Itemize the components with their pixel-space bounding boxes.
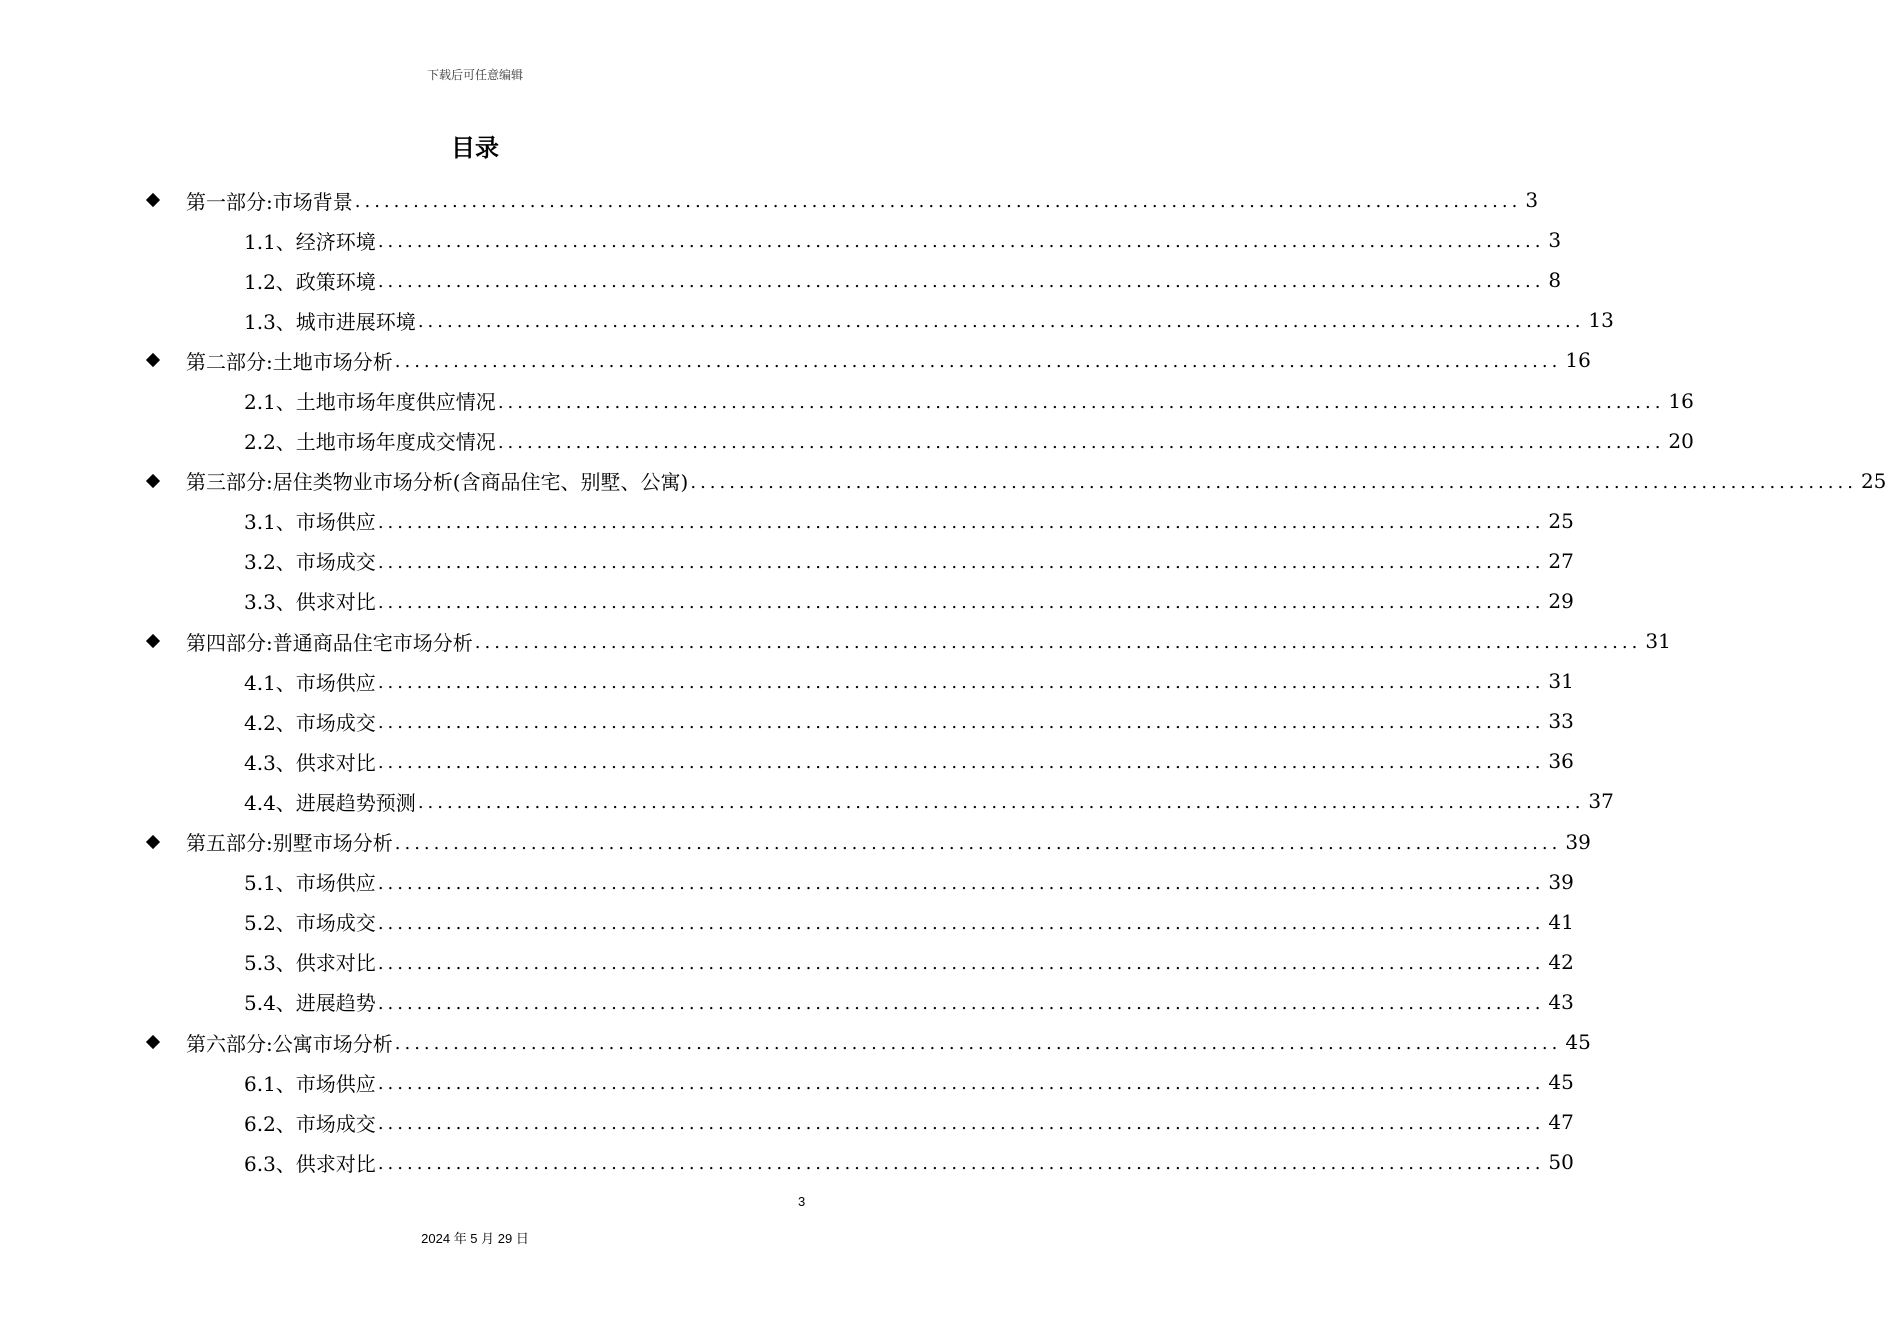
toc-entry[interactable]: [138, 1062, 1574, 1102]
toc-entry[interactable]: [138, 621, 1671, 661]
toc-entry-label: 4.2、市场成交: [244, 710, 376, 735]
page-title: 目录: [451, 133, 499, 162]
toc-entry-page: 37: [1588, 789, 1614, 814]
toc-entry[interactable]: [138, 902, 1574, 942]
toc-leader-dots: ........................................................................................................................: [394, 351, 1562, 373]
toc-entry-page: 8: [1548, 268, 1562, 293]
page-number: 3: [798, 1194, 806, 1209]
toc-entry-label: 第一部分:市场背景: [186, 189, 353, 214]
toc-entry[interactable]: [138, 661, 1574, 701]
toc-entry-page: 16: [1668, 388, 1694, 413]
toc-entry-label: 6.1、市场供应: [244, 1071, 376, 1096]
toc-entry-page: 13: [1588, 308, 1614, 333]
toc-entry-label: 1.3、城市进展环境: [244, 309, 416, 334]
page-header: 下载后可任意编辑: [426, 68, 523, 82]
toc-entry[interactable]: [138, 541, 1574, 581]
toc-entry-label: 3.2、市场成交: [244, 550, 376, 575]
toc-entry-label: 4.3、供求对比: [244, 750, 376, 775]
toc-entry-label: 6.2、市场成交: [244, 1111, 376, 1136]
toc-entry-page: 36: [1548, 749, 1574, 774]
toc-entry-label: 2.1、土地市场年度供应情况: [244, 390, 496, 415]
toc-leader-dots: ........................................................................................................................: [497, 431, 1665, 453]
diamond-bullet-icon: [145, 1034, 161, 1050]
toc-leader-dots: ........................................................................................................................: [417, 792, 1585, 814]
toc-leader-dots: ........................................................................................................................: [377, 672, 1545, 694]
toc-leader-dots: ........................................................................................................................: [377, 712, 1545, 734]
toc-entry-label: 第五部分:别墅市场分析: [186, 831, 393, 856]
toc-leader-dots: ........................................................................................................................: [377, 992, 1545, 1014]
toc-entry-label: 第二部分:土地市场分析: [186, 349, 393, 374]
toc-entry[interactable]: [138, 260, 1562, 300]
toc-leader-dots: ........................................................................................................................: [394, 832, 1562, 854]
toc-entry-label: 4.4、进展趋势预测: [244, 790, 416, 815]
toc-entry-page: 45: [1548, 1070, 1574, 1095]
toc-entry-page: 41: [1548, 909, 1574, 934]
toc-leader-dots: ........................................................................................................................: [377, 271, 1545, 293]
diamond-bullet-icon: [145, 473, 161, 489]
toc-leader-dots: ........................................................................................................................: [377, 1153, 1545, 1175]
toc-leader-dots: ........................................................................................................................: [377, 591, 1545, 613]
toc-leader-dots: ........................................................................................................................: [394, 1033, 1562, 1055]
toc-entry-page: 33: [1548, 709, 1574, 734]
toc-entry[interactable]: [138, 220, 1562, 260]
toc-entry-page: 31: [1645, 629, 1671, 654]
toc-leader-dots: ........................................................................................................................: [417, 311, 1585, 333]
toc-entry[interactable]: [138, 862, 1574, 902]
toc-entry[interactable]: [138, 461, 1886, 501]
toc-entry-label: 第六部分:公寓市场分析: [186, 1031, 393, 1056]
toc-entry[interactable]: [138, 781, 1614, 821]
toc-leader-dots: ........................................................................................................................: [377, 952, 1545, 974]
toc-entry-page: 25: [1860, 468, 1886, 493]
toc-entry-page: 3: [1525, 188, 1539, 213]
toc-entry-label: 5.4、进展趋势: [244, 991, 376, 1016]
toc-entry[interactable]: [138, 1022, 1591, 1062]
diamond-bullet-icon: [145, 633, 161, 649]
toc-entry-page: 50: [1548, 1150, 1574, 1175]
toc-leader-dots: ........................................................................................................................: [354, 191, 1522, 213]
toc-entry[interactable]: [138, 180, 1539, 220]
toc-entry[interactable]: [138, 701, 1574, 741]
toc-entry-label: 1.1、经济环境: [244, 229, 376, 254]
toc-entry-page: 47: [1548, 1110, 1574, 1135]
toc-entry-page: 3: [1548, 228, 1562, 253]
toc-entry[interactable]: [138, 1142, 1574, 1182]
toc-entry-page: 45: [1565, 1030, 1591, 1055]
toc-entry-label: 5.3、供求对比: [244, 951, 376, 976]
toc-entry-page: 43: [1548, 989, 1574, 1014]
toc-entry-label: 5.2、市场成交: [244, 911, 376, 936]
toc-leader-dots: ........................................................................................................................: [377, 551, 1545, 573]
toc-entry-label: 3.1、市场供应: [244, 510, 376, 535]
toc-entry[interactable]: [138, 822, 1591, 862]
toc-leader-dots: ........................................................................................................................: [377, 511, 1545, 533]
toc-entry-label: 5.1、市场供应: [244, 871, 376, 896]
toc-entry[interactable]: [138, 421, 1694, 461]
toc-leader-dots: ........................................................................................................................: [497, 391, 1665, 413]
toc-entry-page: 39: [1565, 829, 1591, 854]
toc-entry[interactable]: [138, 942, 1574, 982]
toc-entry[interactable]: [138, 501, 1574, 541]
toc-entry-label: 第三部分:居住类物业市场分析(含商品住宅、别墅、公寓): [186, 470, 689, 495]
toc-entry-page: 25: [1548, 508, 1574, 533]
toc-entry-page: 39: [1548, 869, 1574, 894]
toc-entry[interactable]: [138, 1102, 1574, 1142]
diamond-bullet-icon: [145, 192, 161, 208]
page-footer-date: 2024 年 5 月 29 日: [421, 1231, 529, 1246]
toc-entry-label: 第四部分:普通商品住宅市场分析: [186, 630, 473, 655]
toc-leader-dots: ........................................................................................................................: [377, 1113, 1545, 1135]
toc-entry-label: 4.1、市场供应: [244, 670, 376, 695]
toc-entry-label: 6.3、供求对比: [244, 1151, 376, 1176]
toc-entry[interactable]: [138, 380, 1694, 420]
toc-entry[interactable]: [138, 581, 1574, 621]
toc-entry-label: 3.3、供求对比: [244, 590, 376, 615]
toc-entry-label: 1.2、政策环境: [244, 269, 376, 294]
toc-leader-dots: ........................................................................................................................: [377, 912, 1545, 934]
toc-entry[interactable]: [138, 741, 1574, 781]
toc-entry-label: 2.2、土地市场年度成交情况: [244, 430, 496, 455]
toc-entry-page: 16: [1565, 348, 1591, 373]
toc-leader-dots: ........................................................................................................................: [377, 872, 1545, 894]
toc-entry-page: 42: [1548, 949, 1574, 974]
toc-entry-page: 29: [1548, 588, 1574, 613]
toc-leader-dots: ........................................................................................................................: [377, 752, 1545, 774]
diamond-bullet-icon: [145, 352, 161, 368]
toc-entry-page: 31: [1548, 669, 1574, 694]
toc-entry-page: 27: [1548, 548, 1574, 573]
toc-leader-dots: ........................................................................................................................: [377, 1073, 1545, 1095]
toc-entry[interactable]: [138, 300, 1614, 340]
toc-leader-dots: ........................................................................................................................: [377, 231, 1545, 253]
table-of-contents: [138, 180, 1886, 1182]
toc-leader-dots: ........................................................................................................................: [690, 471, 1857, 493]
diamond-bullet-icon: [145, 834, 161, 850]
toc-entry[interactable]: [138, 982, 1574, 1022]
toc-entry-page: 20: [1668, 428, 1694, 453]
toc-entry[interactable]: [138, 340, 1591, 380]
toc-leader-dots: ........................................................................................................................: [474, 632, 1642, 654]
